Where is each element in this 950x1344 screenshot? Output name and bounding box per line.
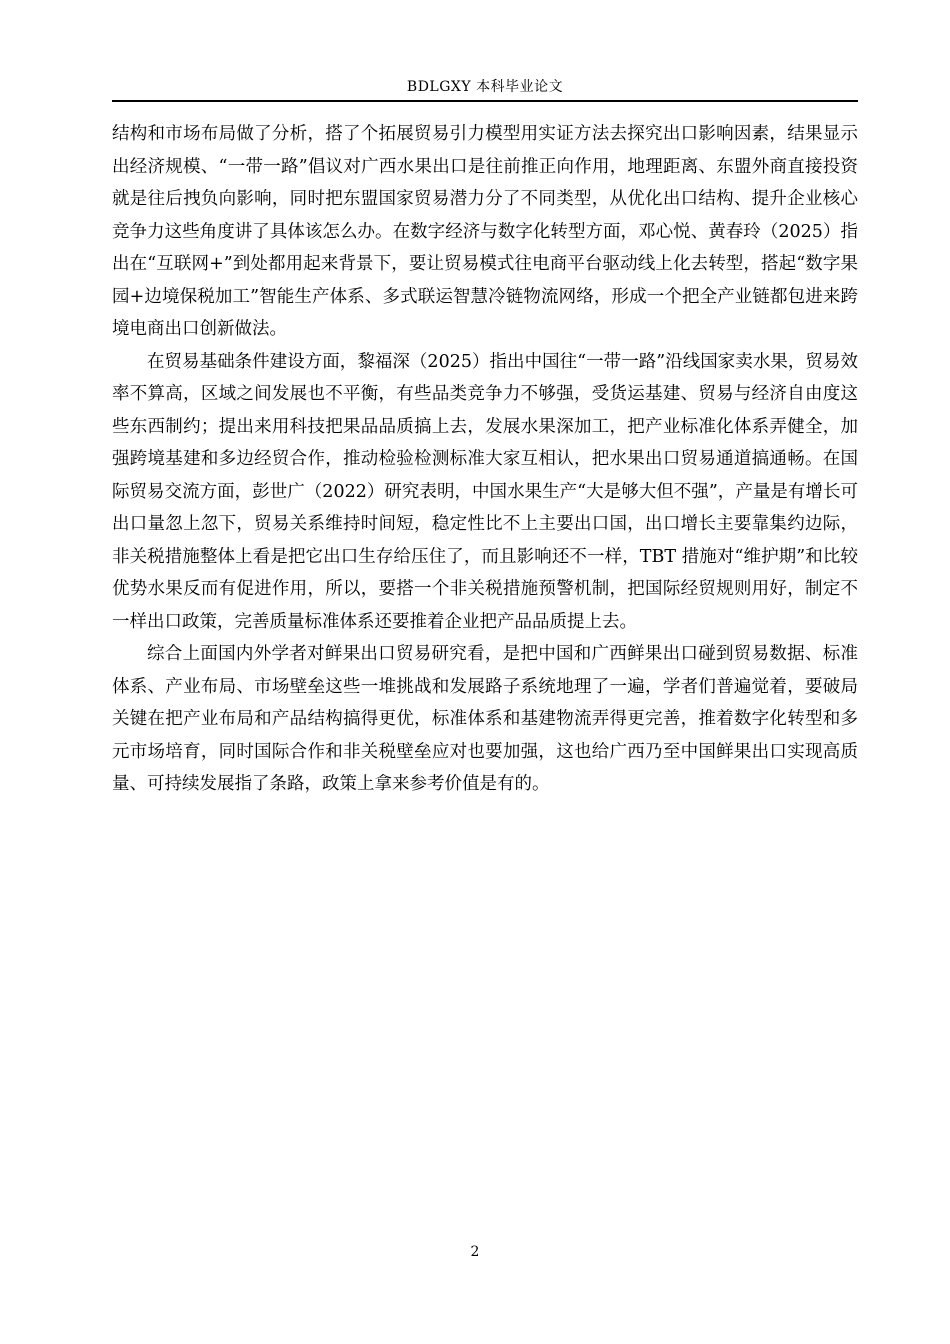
header-rule <box>112 100 858 102</box>
body-text <box>112 118 858 801</box>
page-header: BDLGXY 本科毕业论文 <box>406 79 564 95</box>
paragraph-summary: 综合上面国内外学者对鲜果出口贸易研究看，是把中国和广西鲜果出口碰到贸易数据、标准体系、产业布局、市场壁垒这些一堆挑战和发展路子系统地理了一遍，学者们普遍觉着，要破局关键在把产业布局和产品结构搞得更优，标准体系和基建物流弄得更完善，推着数字化转型和多元市场培育，同时国际合作和非关税壁垒应对也要加强，这也给广西乃至中国鲜果出口实现高质量、可持续发展指了条路，政策上拿来参考价值是有的。 <box>112 644 858 794</box>
paragraph-continued: 结构和市场布局做了分析，搭了个拓展贸易引力模型用实证方法去探究出口影响因素，结果显示出经济规模、“一带一路”倡议对广西水果出口是往前推正向作用，地理距离、东盟外商直接投资就是往后拽负向影响，同时把东盟国家贸易潜力分了不同类型，从优化出口结构、提升企业核心竞争力这些角度讲了具体该怎么办。在数字经济与数字化转型方面，邓心悦、黄春玲（2025）指出在“互联网+”到处都用起来背景下，要让贸易模式往电商平台驱动线上化去转型，搭起“数字果园+边境保税加工”智能生产体系、多式联运智慧冷链物流网络，形成一个把全产业链都包进来跨境电商出口创新做法。 <box>112 124 858 339</box>
paragraph-trade-infrastructure: 在贸易基础条件建设方面，黎福深（2025）指出中国往“一带一路”沿线国家卖水果，贸易效率不算高，区域之间发展也不平衡，有些品类竞争力不够强，受货运基建、贸易与经济自由度这些东西制约；提出来用科技把果品品质搞上去，发展水果深加工，把产业标准化体系弄健全，加强跨境基建和多边经贸合作，推动检验检测标准大家互相认，把水果出口贸易通道搞通畅。在国际贸易交流方面，彭世广（2022）研究表明，中国水果生产“大是够大但不强”，产量是有增长可出口量忽上忽下，贸易关系维持时间短，稳定性比不上主要出口国，出口增长主要靠集约边际，非关税措施整体上看是把它出口生存给压住了，而且影响还不一样，TBT 措施对“维护期”和比较优势水果反而有促进作用，所以，要搭一个非关税措施预警机制，把国际经贸规则用好，制定不一样出口政策，完善质量标准体系还要推着企业把产品品质提上去。 <box>112 351 858 632</box>
page-number: 2 <box>470 1244 480 1260</box>
